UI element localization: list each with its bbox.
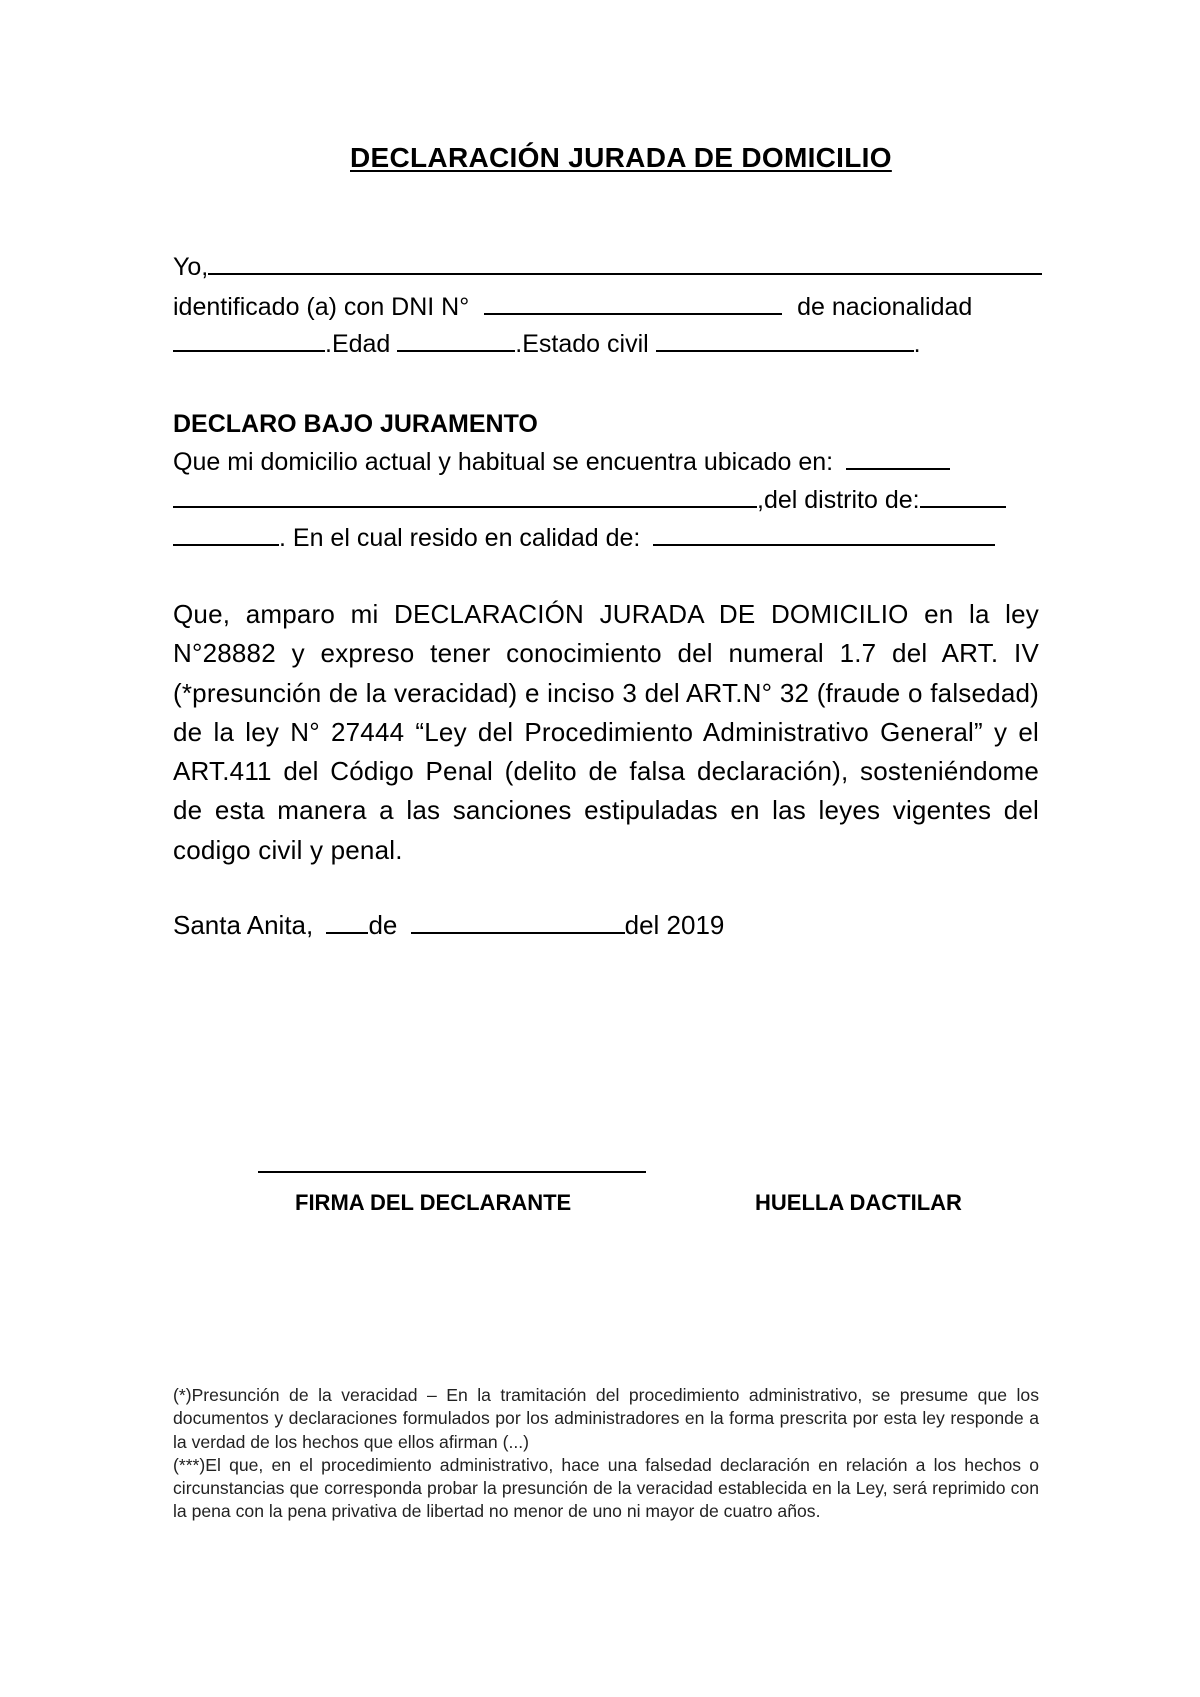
day-blank [326,932,368,934]
distrito-blank-2 [173,544,279,546]
declaration-paragraph: Que, amparo mi DECLARACIÓN JURADA DE DOMICILIO en la ley N°28882 y expreso tener conocimiento del numeral 1.7 del ART. IV (*presunción de la veracidad) e inciso 3 del ART.N° 32 (fraude o falsedad) de la ley N° 27444 “Ley del Procedimiento Administrativo General” y el ART.411 del Código Penal (delito de falsa declaración), sosteniéndome de esta manera a las sanciones estipuladas en las leyes vigentes del codigo civil y penal. [173,599,1039,865]
period: . [913,330,921,358]
estado-civil-label: .Estado civil [515,330,649,358]
name-blank [208,273,1042,275]
document-title: DECLARACIÓN JURADA DE DOMICILIO [350,142,892,173]
huella-label: HUELLA DACTILAR [755,1190,962,1215]
signature-line [258,1171,646,1173]
footnotes [173,1384,1039,1524]
de-label: de [368,910,398,940]
domicilio-blank-1 [846,468,950,470]
edad-blank [397,350,515,352]
dni-blank [484,313,782,315]
identity-line-1 [173,253,1042,282]
footnote-2: (***)El que, en el procedimiento administrativo, hace una falsedad declaración en relación a los hechos o circunstancias que corresponda probar la presunción de la veracidad establecida en la Ley, será reprimido con la pena con la pena privativa de libertad no menor de uno ni mayor de cuatro años. [173,1454,1039,1522]
edad-label: .Edad [325,330,391,358]
declaro-heading: DECLARO BAJO JURAMENTO [173,410,538,438]
footnote-1: (*)Presunción de la veracidad – En la tramitación del procedimiento administrativo, se presume que los documentos y declaraciones formulados por los administradores en la forma prescrita por esta ley responde a la verdad de los hechos que ellos afirman (...) [173,1385,1039,1452]
domicilio-line-1 [173,448,950,477]
year-label: del 2019 [624,910,725,940]
identity-line-3 [173,330,921,359]
domicilio-label: Que mi domicilio actual y habitual se encuentra ubicado en: [173,448,834,476]
domicilio-blank-2 [173,506,757,508]
firma-label: FIRMA DEL DECLARANTE [295,1190,572,1215]
estado-civil-blank [656,350,914,352]
lugar-label: Santa Anita, [173,910,314,940]
calidad-blank [653,544,995,546]
domicilio-line-3 [173,524,995,553]
nacionalidad-blank [173,350,325,352]
distrito-blank [920,506,1006,508]
identity-line-2 [173,293,972,322]
distrito-label: ,del distrito de: [757,486,920,514]
date-line [173,910,724,941]
domicilio-line-2 [173,486,1006,515]
nacionalidad-label: de nacionalidad [797,293,973,321]
calidad-label: . En el cual resido en calidad de: [279,524,641,552]
month-blank [411,932,625,934]
yo-label: Yo, [173,253,209,281]
dni-label: identificado (a) con DNI N° [173,293,470,321]
